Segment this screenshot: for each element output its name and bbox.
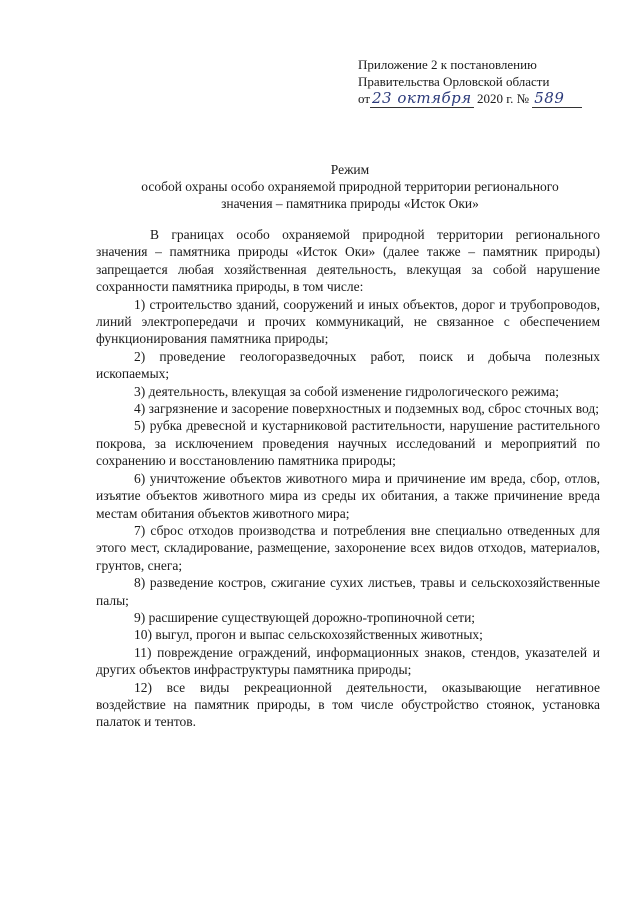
list-item: 8) разведение костров, сжигание сухих листьев, травы и сельскохозяйственные палы; [96, 575, 600, 608]
list-item: 5) рубка древесной и кустарниковой растительности, нарушение растительного покрова, за исключением проведения научных исследований и мероприятий по сохранению и восстановлению памятника природы; [96, 418, 600, 469]
resolution-date-line [358, 90, 608, 108]
date-prefix: от [358, 91, 371, 106]
list-item: 6) уничтожение объектов животного мира и причинение им вреда, сбор, отлов, изъятие объектов животного мира из среды их обитания, а также причинение вреда местам обитания объектов животного мира; [96, 470, 600, 521]
handwritten-number [532, 90, 582, 108]
title-line-3: значения – памятника природы «Исток Оки» [221, 196, 479, 211]
list-item: 9) расширение существующей дорожно-тропиночной сети; [134, 609, 476, 625]
handwritten-number-text: 589 [534, 89, 565, 107]
appendix-header [358, 56, 608, 108]
list-item: 12) все виды рекреационной деятельности, оказывающие негативное воздействие на памятник природы, в том числе обустройство стоянок, установка палаток и тентов. [96, 679, 600, 730]
title-line-2: особой охраны особо охраняемой природной территории регионального [141, 179, 559, 194]
date-year: 2020 г. № [476, 91, 529, 106]
title-line-1: Режим [330, 162, 370, 177]
list-item: 4) загрязнение и засорение поверхностных и подземных вод, сброс сточных вод; [134, 401, 599, 417]
list-item: 3) деятельность, влекущая за собой изменение гидрологического режима; [134, 383, 559, 399]
appendix-line-1: Приложение 2 к постановлению [358, 57, 537, 72]
intro-paragraph: В границах особо охраняемой природной территории регионального значения – памятника природы «Исток Оки» (далее также – памятник природы) запрещается любая хозяйственная деятельность, влекущая за собой нарушение сохранности памятника природы, в том числе: [96, 227, 600, 295]
list-item: 2) проведение геологоразведочных работ, поиск и добыча полезных ископаемых; [96, 348, 600, 382]
list-item: 7) сброс отходов производства и потребления вне специально отведенных для этого мест, складирование, размещение, захоронение всех видов отходов, материалов, грунтов, снега; [96, 522, 600, 573]
list-item: 10) выгул, прогон и выпас сельскохозяйственных животных; [134, 627, 483, 643]
appendix-line-2: Правительства Орловской области [358, 74, 550, 89]
handwritten-date [370, 90, 474, 108]
list-item: 11) повреждение ограждений, информационных знаков, стендов, указателей и других объектов инфраструктуры памятника природы; [96, 644, 600, 678]
document-title [100, 161, 600, 212]
list-item: 1) строительство зданий, сооружений и иных объектов, дорог и трубопроводов, линий электропередачи и прочих коммуникаций, не связанное с обеспечением функционирования памятника природы; [96, 296, 600, 347]
handwritten-date-text: 23 октября [372, 89, 472, 107]
document-body [96, 226, 600, 731]
